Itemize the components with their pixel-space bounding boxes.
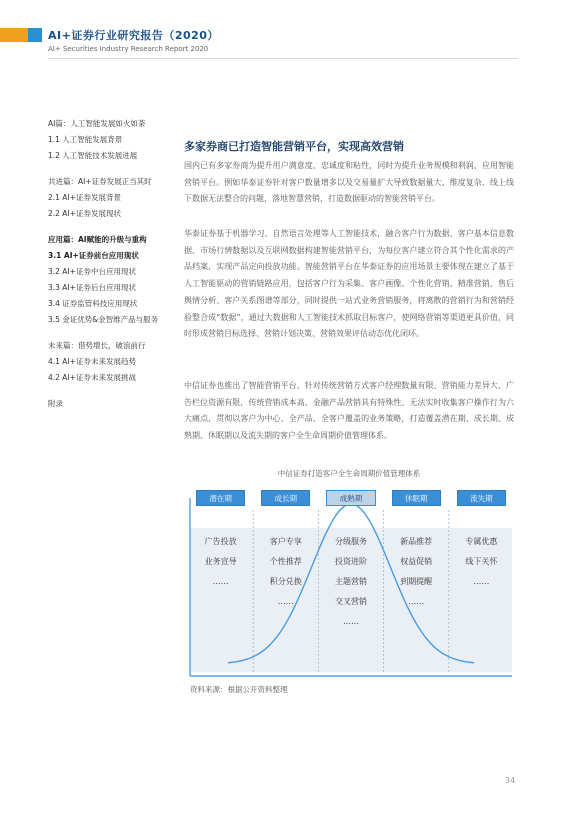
toc-item: 应用篇：AI赋能的升级与重构 xyxy=(48,235,147,244)
paragraph-1: 国内已有多家券商为提升用户满意度、忠诚度和粘性，同时为提升业务规模和利润，应用智能营销平台。例如华泰证券针对客户数量增多以及交易量扩大导致数据量大、维度复杂、线上线下数据无法整合的问题，落地智慧营销，打造数据驱动的智能营销平台。 xyxy=(184,161,514,204)
stage-header: 潜在期 xyxy=(196,490,245,506)
stage-item: 分级服务 xyxy=(334,537,367,546)
paragraph-3: 中信证券也推出了智能营销平台，针对传统营销方式客户经理数量有限、营销能力差异大、广告栏位资源有限，传统营销成本高、金融产品营销具有特殊性、无法实时收集客户操作行为六大痛点，贯彻以客户为中心、全产品、全客户覆盖的业务策略，打造覆盖潜在期、成长期、成熟期、休眠期以及流失期的客户全生命周期价值管理体系。 xyxy=(184,381,514,441)
stage-item: …… xyxy=(342,617,359,626)
stage-item: 专属优惠 xyxy=(465,537,498,546)
section-title: 多家券商已打造智能营销平台，实现高效营销 xyxy=(184,140,404,153)
header-divider xyxy=(48,58,518,59)
stage-header: 成长期 xyxy=(261,490,310,506)
table-of-contents xyxy=(48,116,183,412)
stage-item: 主题营销 xyxy=(334,577,367,586)
source-note: 资料来源：根据公开资料整理 xyxy=(190,685,288,694)
stage-item: 权益促销 xyxy=(400,557,433,566)
stage-item: 投资进阶 xyxy=(334,557,367,566)
stage-header: 成熟期 xyxy=(326,490,375,506)
toc-item: 共进篇：AI+证券发展正当其时 xyxy=(48,177,152,186)
toc-gap xyxy=(48,386,183,396)
toc-item: 3.1 AI+证券前台应用现状 xyxy=(48,251,139,260)
stage-item: 交叉营销 xyxy=(334,597,367,606)
stage-item: 新品推荐 xyxy=(400,537,433,546)
toc-item: 3.3 AI+证券后台应用现状 xyxy=(48,283,136,292)
page-number: 34 xyxy=(505,776,516,785)
toc-gap xyxy=(48,222,183,232)
stage-items xyxy=(318,532,383,632)
report-title: AI+证券行业研究报告（2020） xyxy=(48,29,219,42)
toc-item: 3.2 AI+证券中台应用现状 xyxy=(48,267,136,276)
toc-item: AI篇：人工智能发展如火如荼 xyxy=(48,119,146,128)
stage-item: 线下关怀 xyxy=(465,557,498,566)
header-accent-square xyxy=(28,28,42,42)
stage-item: 个性推荐 xyxy=(269,557,302,566)
stage-item: 业务宣导 xyxy=(204,557,237,566)
stage-items xyxy=(188,532,253,592)
toc-item: 附录 xyxy=(48,399,63,408)
stage-item: 广告投放 xyxy=(204,537,237,546)
stage-header: 休眠期 xyxy=(392,490,441,506)
stage-items xyxy=(253,532,318,612)
stage-item: 客户专享 xyxy=(269,537,302,546)
toc-item: 4.2 AI+证券未来发展挑战 xyxy=(48,373,136,382)
toc-item: 2.2 AI+证券发展现状 xyxy=(48,209,121,218)
lifecycle-diagram xyxy=(188,484,514,680)
stage-items xyxy=(384,532,449,612)
toc-item: 1.1 人工智能发展背景 xyxy=(48,135,123,144)
stage-item: …… xyxy=(277,597,294,606)
toc-item: 1.2 人工智能技术发展进展 xyxy=(48,151,138,160)
toc-gap xyxy=(48,164,183,174)
stage-item: 到期提醒 xyxy=(400,577,433,586)
diagram-title: 中信证券打造客户全生命周期价值管理体系 xyxy=(277,469,421,478)
toc-item: 未来篇：借势增长，破浪前行 xyxy=(48,341,146,350)
stage-items xyxy=(449,532,514,592)
stage-item: …… xyxy=(473,577,490,586)
toc-item: 3.5 金证优势&金智维产品与服务 xyxy=(48,315,159,324)
toc-gap xyxy=(48,328,183,338)
toc-item: 2.1 AI+证券发展背景 xyxy=(48,193,121,202)
stage-item: 积分兑换 xyxy=(269,577,302,586)
toc-item: 3.4 证券监管科技应用现状 xyxy=(48,299,138,308)
stage-item: …… xyxy=(408,597,425,606)
report-subtitle: AI+ Securities Industry Research Report 2020 xyxy=(48,45,209,53)
paragraph-2: 华泰证券基于机器学习、自然语言处理等人工智能技术，融合客户行为数据、客户基本信息数据、市场行情数据以及互联网数据构建智能营销平台，为每位客户建立符合其个性化需求的产品档案，实现产品定向投放功能。智能营销平台在华泰证券的应用场景主要体现在建立了基于人工智能驱动的营销链路应用，包括客户行为采集、客户画像、个性化营销、精准营销、售后舆情分析、客户关系图谱等部分，同时提供一站式业务营销服务，将离散的营销行为和营销经验整合成“数据”，通过大数据和人工智能技术抓取目标客户，使网络营销等渠道更具价值，同时形成营销目标选择、营销计划决策、营销效果评估动态优化闭环。 xyxy=(184,229,514,339)
header-accent-bar xyxy=(0,28,28,42)
stage-item: …… xyxy=(212,577,229,586)
toc-item: 4.1 AI+证券未来发展趋势 xyxy=(48,357,136,366)
stage-header: 流失期 xyxy=(457,490,506,506)
